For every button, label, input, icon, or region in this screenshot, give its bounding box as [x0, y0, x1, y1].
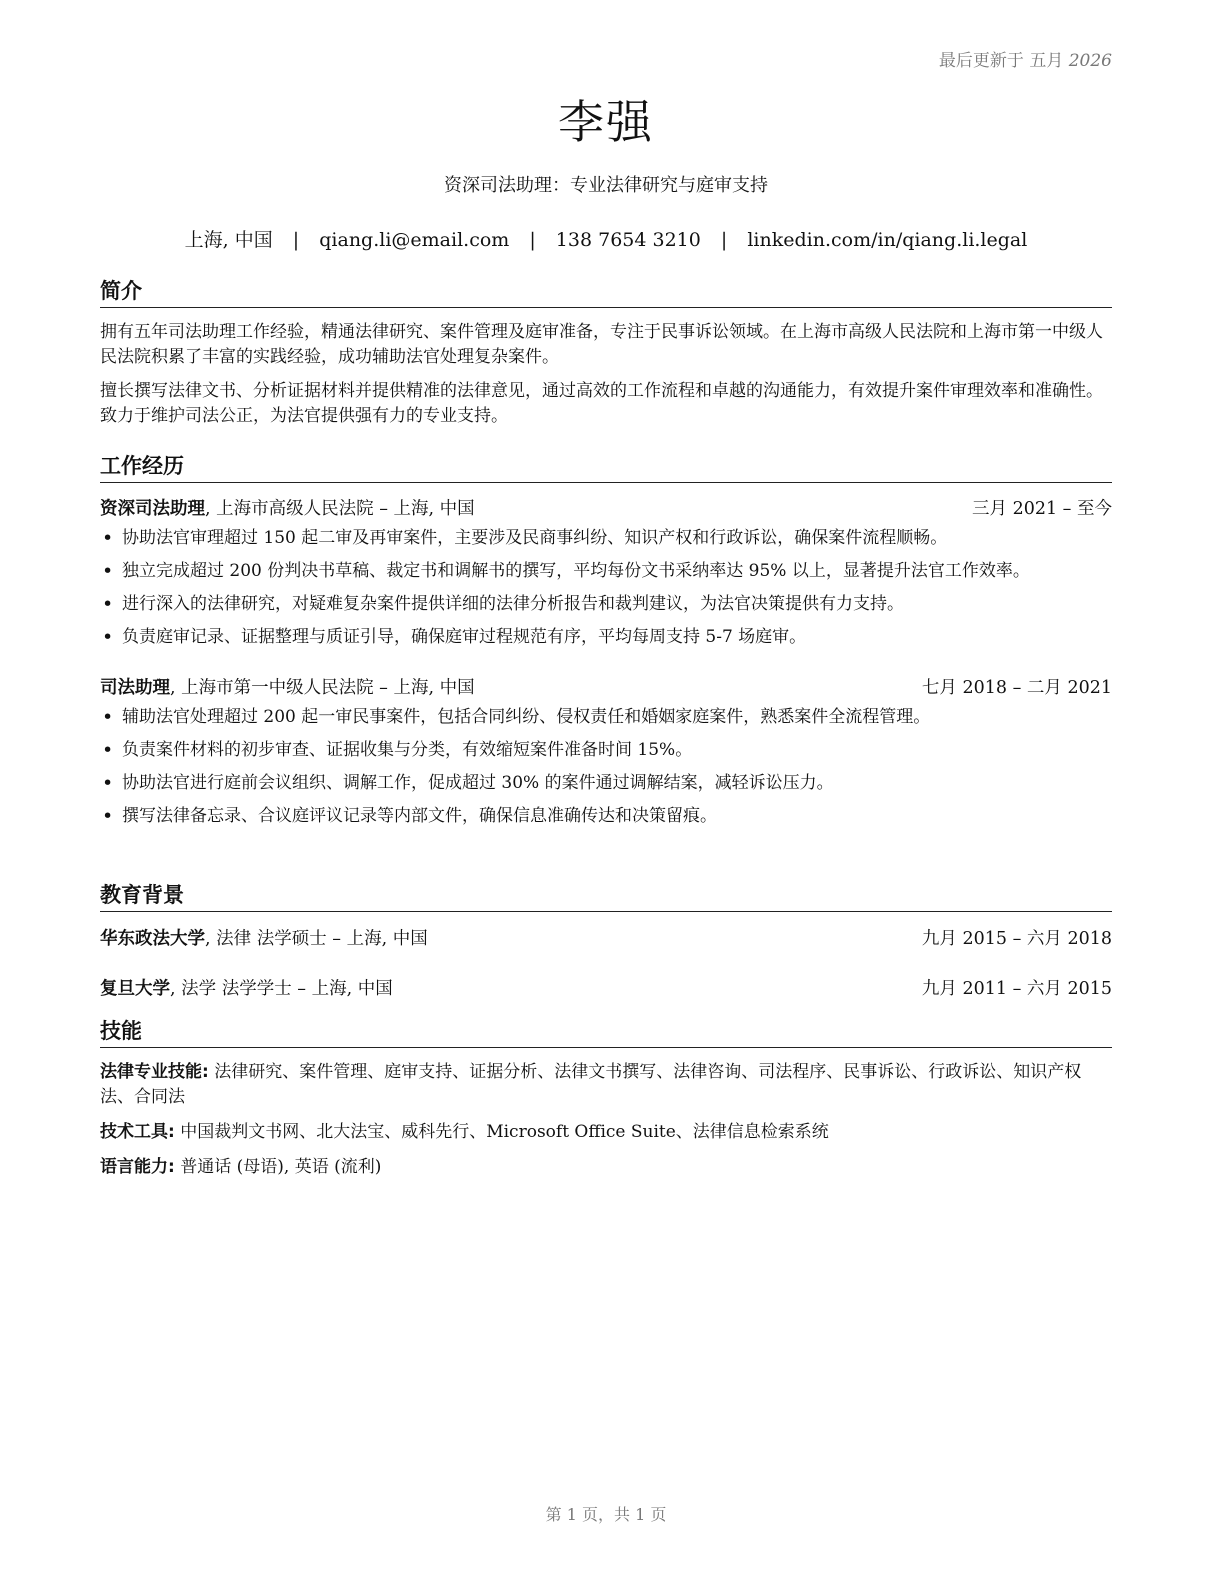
- job-dates: 七月 2018 – 二月 2021: [921, 678, 1112, 698]
- contact-line: [100, 225, 1112, 252]
- contact-phone[interactable]: 138 7654 3210: [555, 229, 701, 251]
- summary-section: [100, 277, 1112, 429]
- candidate-name: 李强: [558, 95, 654, 149]
- job-bullet: • 辅助法官处理超过 200 起一审民事案件，包括合同纠纷、侵权责任和婚姻家庭案件，熟悉案件全流程管理。: [100, 705, 1112, 730]
- contact-separator: |: [292, 229, 300, 251]
- skills-section: [100, 1017, 1112, 1180]
- education-school: 华东政法大学: [100, 929, 205, 949]
- section-heading: 工作经历: [100, 452, 1112, 483]
- skill-value: 普通话 (母语), 英语 (流利): [174, 1157, 382, 1177]
- education-dates: 九月 2011 – 六月 2015: [921, 979, 1112, 999]
- contact-location: 上海, 中国: [184, 229, 273, 251]
- skill-value: 法律研究、案件管理、庭审支持、证据分析、法律文书撰写、法律咨询、司法程序、民事诉讼、行政诉讼、知识产权法、合同法: [100, 1062, 1082, 1107]
- last-updated-label: 最后更新于 五月: [938, 51, 1064, 71]
- contact-email[interactable]: qiang.li@email.com: [319, 229, 510, 251]
- contact-separator: |: [720, 229, 728, 251]
- education-entry: [100, 926, 1112, 952]
- job-role: 资深司法助理: [100, 499, 205, 519]
- job-bullet: • 独立完成超过 200 份判决书草稿、裁定书和调解书的撰写，平均每份文书采纳率达 95% 以上，显著提升法官工作效率。: [100, 559, 1112, 584]
- contact-linkedin[interactable]: linkedin.com/in/qiang.li.legal: [747, 229, 1028, 251]
- job-bullet: • 进行深入的法律研究，对疑难复杂案件提供详细的法律分析报告和裁判建议，为法官决策提供有力支持。: [100, 592, 1112, 617]
- section-heading: 技能: [100, 1017, 1112, 1048]
- education-school: 复旦大学: [100, 979, 170, 999]
- last-updated-year: 2026: [1068, 51, 1112, 71]
- skill-label: 语言能力:: [100, 1157, 175, 1177]
- job-header: [100, 675, 1112, 701]
- education-detail: , 法学 法学学士 – 上海, 中国: [170, 979, 393, 999]
- page-footer: 第 1 页，共 1 页: [545, 1505, 667, 1524]
- job-bullet: • 协助法官进行庭前会议组织、调解工作，促成超过 30% 的案件通过调解结案，减轻诉讼压力。: [100, 771, 1112, 796]
- job-bullet: • 负责庭审记录、证据整理与质证引导，确保庭审过程规范有序，平均每周支持 5-7 场庭审。: [100, 625, 1112, 650]
- headline: 资深司法助理：专业法律研究与庭审支持: [444, 175, 768, 196]
- summary-paragraph: 擅长撰写法律文书、分析证据材料并提供精准的法律意见，通过高效的工作流程和卓越的沟通能力，有效提升案件审理效率和准确性。致力于维护司法公正，为法官提供强有力的专业支持。: [100, 381, 1103, 426]
- job-bullet: • 协助法官审理超过 150 起二审及再审案件，主要涉及民商事纠纷、知识产权和行政诉讼，确保案件流程顺畅。: [100, 526, 1112, 551]
- resume-page: [100, 0, 1112, 1584]
- education-entry: [100, 976, 1112, 1002]
- job-org: , 上海市高级人民法院 – 上海, 中国: [205, 499, 475, 519]
- contact-separator: |: [529, 229, 536, 251]
- skill-row: [100, 1155, 1112, 1180]
- education-section: [100, 881, 1112, 1002]
- job-bullet: • 撰写法律备忘录、合议庭评议记录等内部文件，确保信息准确传达和决策留痕。: [100, 804, 1112, 829]
- experience-section: [100, 452, 1112, 829]
- education-dates: 九月 2015 – 六月 2018: [921, 929, 1112, 949]
- skill-label: 技术工具:: [100, 1122, 175, 1142]
- education-detail: , 法律 法学硕士 – 上海, 中国: [205, 929, 428, 949]
- section-heading: 教育背景: [100, 881, 1112, 912]
- skill-label: 法律专业技能:: [100, 1062, 209, 1082]
- job-header: [100, 496, 1112, 522]
- job-entry: [100, 496, 1112, 650]
- skill-value: 中国裁判文书网、北大法宝、威科先行、Microsoft Office Suite、法律信息检索系统: [174, 1122, 829, 1142]
- skill-row: [100, 1120, 1112, 1145]
- last-updated: [939, 46, 1112, 71]
- skill-row: [100, 1060, 1112, 1110]
- summary-paragraph: 拥有五年司法助理工作经验，精通法律研究、案件管理及庭审准备，专注于民事诉讼领域。在上海市高级人民法院和上海市第一中级人民法院积累了丰富的实践经验，成功辅助法官处理复杂案件。: [100, 322, 1103, 367]
- job-role: 司法助理: [100, 678, 170, 698]
- job-bullet: • 负责案件材料的初步审查、证据收集与分类，有效缩短案件准备时间 15%。: [100, 738, 1112, 763]
- job-org: , 上海市第一中级人民法院 – 上海, 中国: [170, 678, 475, 698]
- section-heading: 简介: [100, 277, 1112, 308]
- job-dates: 三月 2021 – 至今: [972, 499, 1112, 519]
- job-entry: [100, 675, 1112, 829]
